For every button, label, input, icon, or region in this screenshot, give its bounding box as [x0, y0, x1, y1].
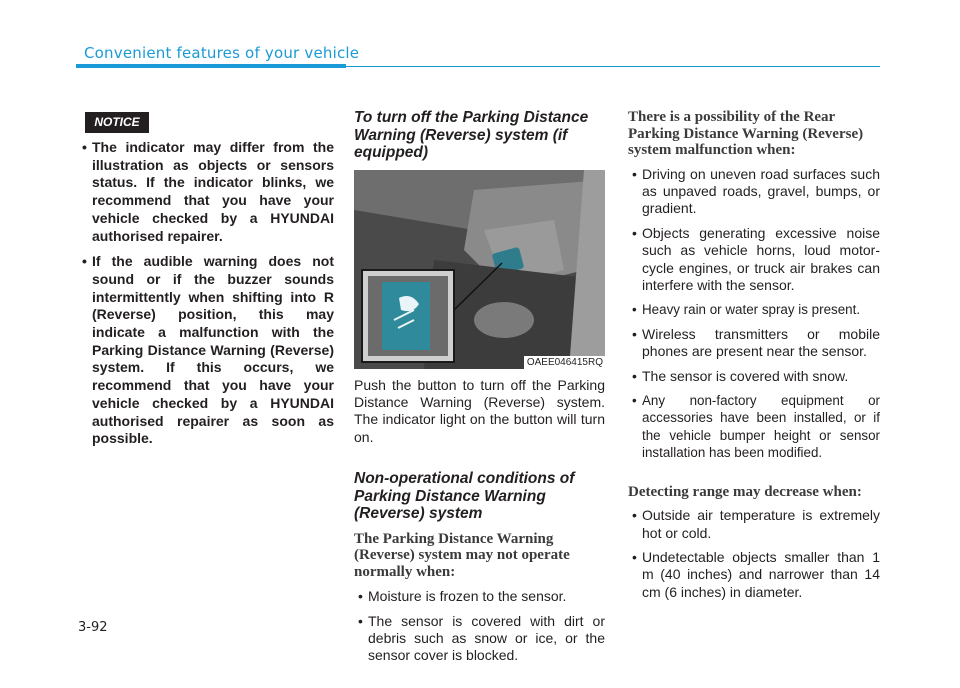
subheading: There is a possibility of the Rear Parking Distance Warning (Reverse) system malfunction when:: [628, 109, 864, 158]
list-item: • Any non-factory equipment or accessories have been installed, or if the vehicle bumper height or sensor installation has been modified.: [628, 392, 880, 462]
list-item: • Heavy rain or water spray is present.: [628, 301, 880, 318]
list-item: • If the audible warning does not sound or if the buzzer sounds intermittently when shifting into R (Reverse) position, this may indicate a malfunction with the Parking Distance Warning (Reverse) system. If this occurs, we recommend that you have your vehicle checked by a HYUNDAI authorised repairer as soon as possible.: [78, 253, 334, 448]
subheading: Detecting range may decrease when:: [628, 483, 862, 500]
section-heading: Non-operational conditions of Parking Distance Warning (Reverse) system: [354, 470, 575, 523]
list-item: • The indicator may differ from the illustration as objects or sensors status. If the indicator blinks, we recommend that you have your vehicle checked by a HYUNDAI authorised repairer.: [78, 139, 334, 245]
parking-button-photo: [354, 170, 605, 369]
subheading: The Parking Distance Warning (Reverse) system may not operate normally when:: [354, 530, 570, 580]
list-item: • The sensor is covered with dirt or debris such as snow or ice, or the sensor cover is blocked.: [354, 613, 605, 665]
notice-column: [78, 139, 334, 456]
list-item: • Undetectable objects smaller than 1 m (40 inches) and narrower than 14 cm (6 inches) in diameter.: [628, 549, 880, 601]
right-column: [628, 109, 880, 608]
header-rule-line: [346, 66, 880, 67]
section-title: Convenient features of your vehicle: [84, 44, 360, 62]
list-item: • Moisture is frozen to the sensor.: [354, 588, 605, 605]
middle-column: [354, 109, 605, 672]
list-item: • The sensor is covered with snow.: [628, 368, 880, 385]
notice-badge: NOTICE: [85, 112, 149, 133]
console-illustration: [354, 170, 605, 369]
list-item: • Outside air temperature is extremely hot or cold.: [628, 507, 880, 542]
body-paragraph: Push the button to turn off the Parking Distance Warning (Reverse) system. The indicator light on the button will turn on.: [354, 376, 605, 445]
image-code: OAEE046415RQ: [524, 356, 605, 369]
header-rule: [76, 64, 346, 68]
list-item: • Driving on uneven road surfaces such as unpaved roads, gravel, bumps, or gradient.: [628, 166, 880, 218]
list-item: • Objects generating excessive noise such as vehicle horns, loud motor-cycle engines, or truck air brakes can interfere with the sensor.: [628, 225, 880, 295]
range-list: [628, 507, 880, 601]
section-heading: To turn off the Parking Distance Warning (Reverse) system (if equipped): [354, 109, 589, 161]
list-item: • Wireless transmitters or mobile phones are present near the sensor.: [628, 326, 880, 361]
notice-list: [78, 139, 334, 448]
condition-list: [354, 588, 605, 665]
page-number: 3-92: [78, 620, 108, 635]
malfunction-list: [628, 166, 880, 462]
